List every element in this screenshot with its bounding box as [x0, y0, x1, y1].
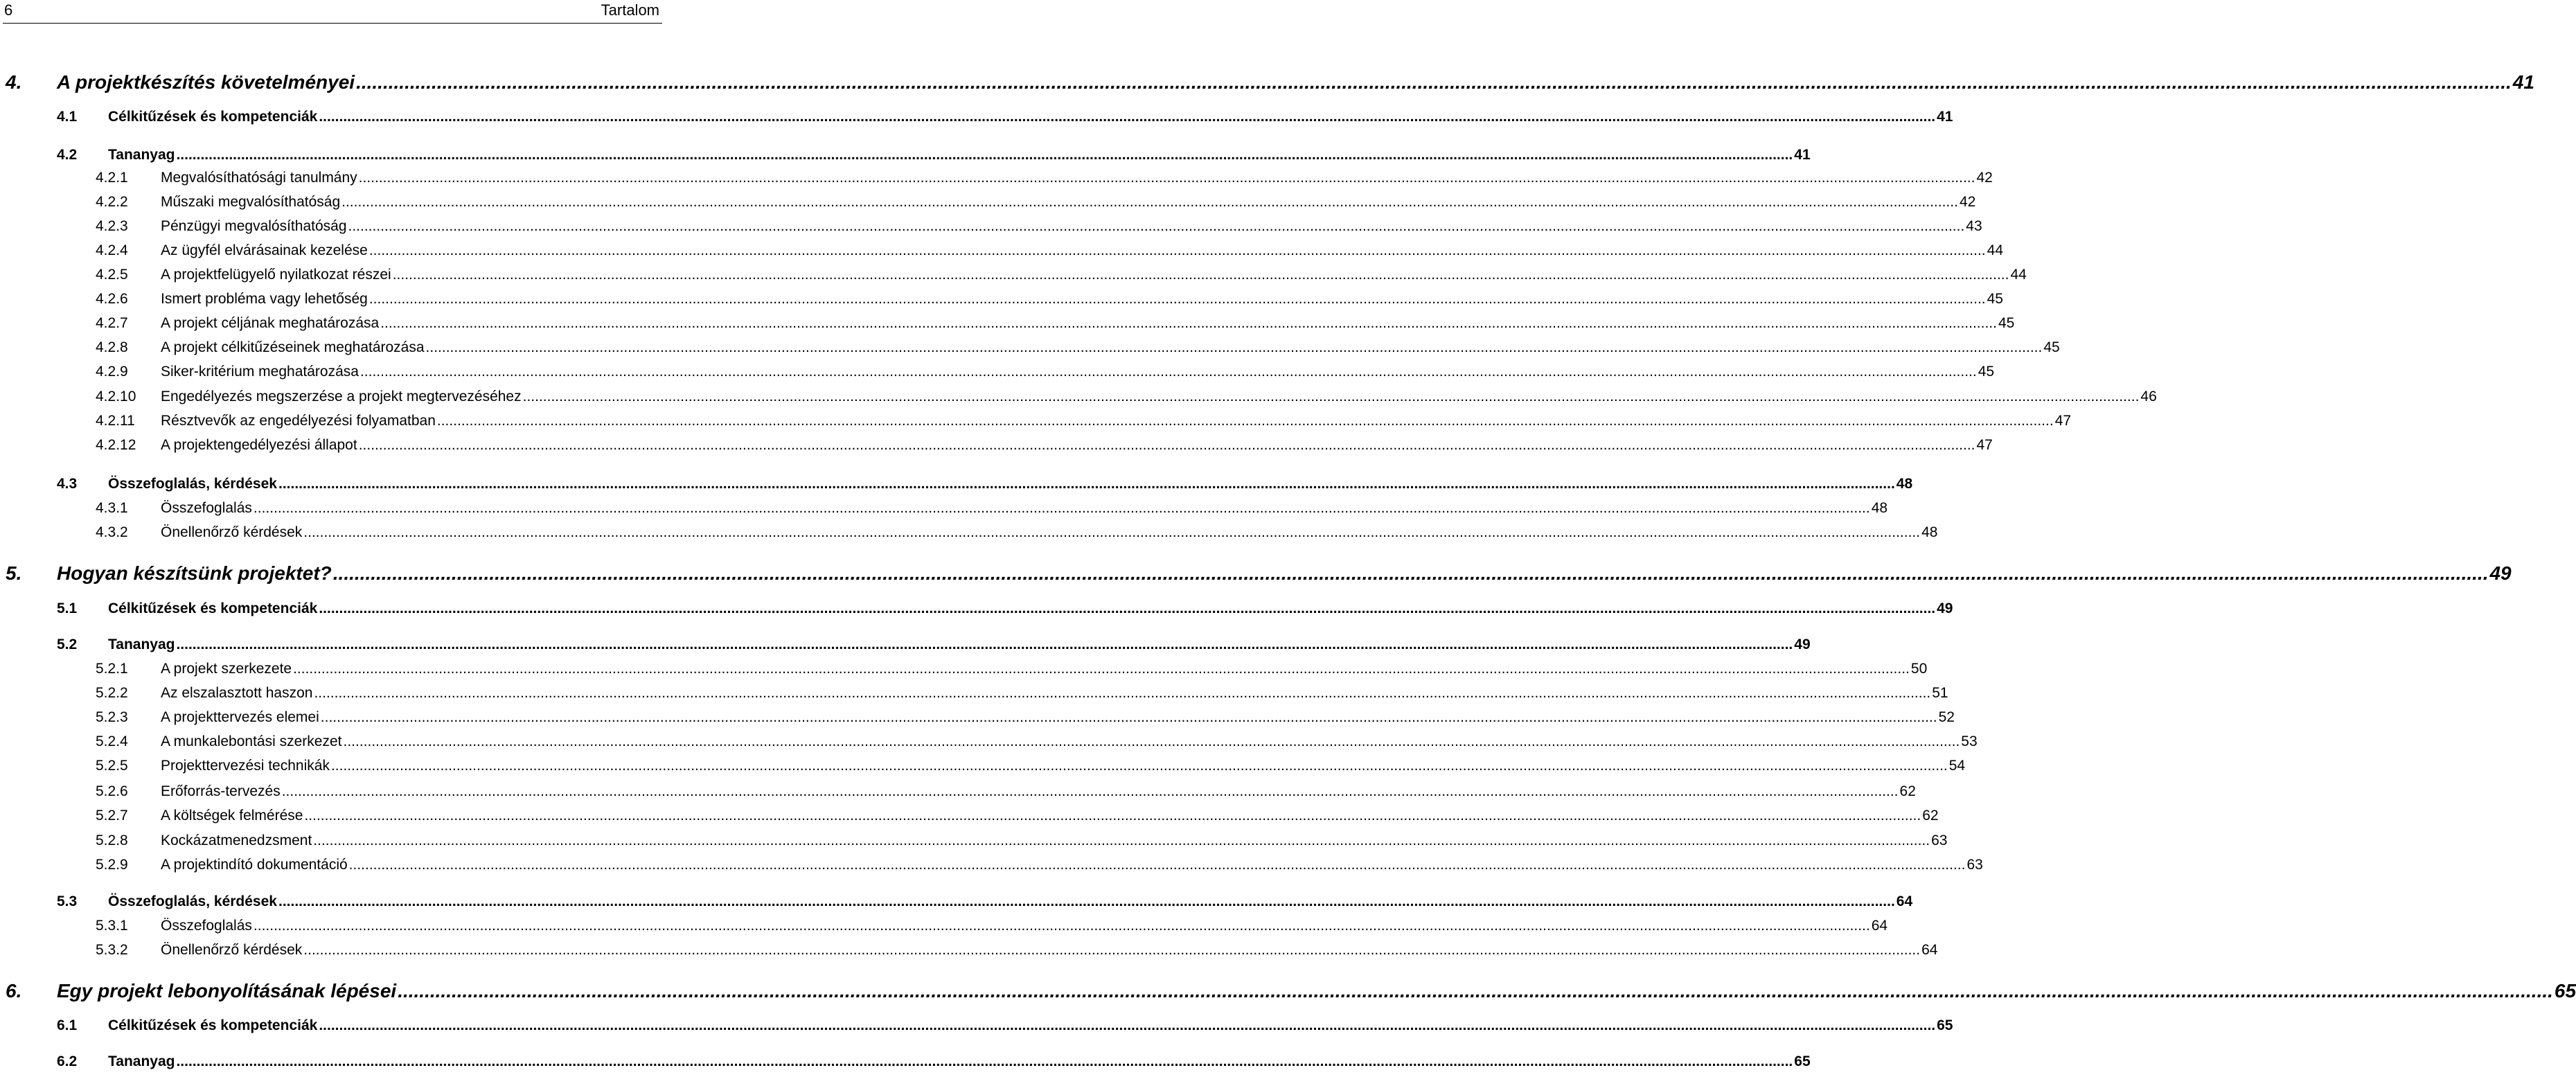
toc-entry-number: 4.2.10: [96, 389, 136, 404]
toc-entry-title: Erőforrás-tervezés: [161, 783, 281, 799]
toc-entry-number: 5.2.7: [96, 808, 128, 824]
toc-entry-number: 4.1: [57, 109, 78, 125]
toc-entry-title: Megvalósíthatósági tanulmány: [161, 170, 357, 186]
toc-entry[interactable]: [96, 437, 1993, 456]
toc-entry[interactable]: [6, 71, 2534, 96]
toc-leader-dots: ................................................................................................................................................................................................................................................................................................................................................................................................................: [358, 437, 1975, 453]
toc-entry-title: Tananyag: [108, 147, 175, 163]
page-header: [0, 0, 665, 24]
toc-entry-page: 50: [1910, 661, 1928, 677]
toc-entry-number: 5.1: [57, 600, 78, 616]
toc-entry-page: 49: [1794, 637, 1811, 652]
toc-entry-title: Az ügyfél elvárásainak kezelése: [161, 242, 368, 258]
toc-entry[interactable]: [57, 637, 1811, 656]
toc-entry-title: Hogyan készítsünk projektet?: [57, 562, 332, 584]
toc-entry[interactable]: [57, 147, 1811, 166]
toc-entry-page: 65: [1937, 1017, 1953, 1033]
toc-leader-dots: ................................................................................................................................................................................................................................................................................................................................................................................................................: [320, 709, 1937, 725]
toc-entry-title: Tananyag: [108, 637, 175, 652]
toc-entry-page: 49: [2489, 562, 2512, 584]
toc-entry-page: 63: [1966, 857, 1983, 873]
toc-entry-title: Kockázatmenedzsment: [161, 833, 312, 848]
toc-entry[interactable]: [96, 500, 1888, 519]
toc-entry-title: Projekttervezési technikák: [161, 758, 330, 774]
toc-entry-title: A projekt szerkezete: [161, 661, 292, 677]
toc-leader-dots: ................................................................................................................................................................................................................................................................................................................................................................................................................: [368, 242, 1986, 258]
toc-leader-dots: ................................................................................................................................................................................................................................................................................................................................................................................................................: [356, 71, 2512, 93]
toc-entry[interactable]: [96, 524, 1938, 544]
toc-entry-number: 5.2.5: [96, 758, 128, 774]
toc-leader-dots: ................................................................................................................................................................................................................................................................................................................................................................................................................: [304, 808, 1921, 824]
toc-leader-dots: ................................................................................................................................................................................................................................................................................................................................................................................................................: [319, 600, 1936, 616]
toc-leader-dots: ................................................................................................................................................................................................................................................................................................................................................................................................................: [358, 170, 1975, 186]
toc-entry[interactable]: [96, 413, 2072, 432]
toc-entry-page: 64: [1921, 942, 1938, 958]
toc-leader-dots: ................................................................................................................................................................................................................................................................................................................................................................................................................: [341, 194, 1958, 210]
toc-entry-page: 62: [1899, 783, 1916, 799]
toc-entry[interactable]: [96, 857, 1983, 876]
toc-entry-title: Siker-kritérium meghatározása: [161, 364, 359, 380]
toc-leader-dots: ................................................................................................................................................................................................................................................................................................................................................................................................................: [359, 364, 1977, 380]
toc-leader-dots: ................................................................................................................................................................................................................................................................................................................................................................................................................: [278, 476, 1895, 492]
toc-leader-dots: ................................................................................................................................................................................................................................................................................................................................................................................................................: [303, 524, 1921, 540]
toc-entry[interactable]: [57, 476, 1913, 495]
toc-leader-dots: ................................................................................................................................................................................................................................................................................................................................................................................................................: [398, 980, 2553, 1002]
toc-leader-dots: ................................................................................................................................................................................................................................................................................................................................................................................................................: [348, 857, 1966, 873]
toc-entry-number: 4.2.3: [96, 218, 128, 234]
toc-entry-number: 5.: [6, 562, 22, 584]
toc-entry-page: 45: [2043, 339, 2060, 355]
toc-entry-title: Önellenőrző kérdések: [161, 524, 303, 540]
toc-entry[interactable]: [57, 600, 1953, 620]
toc-leader-dots: ................................................................................................................................................................................................................................................................................................................................................................................................................: [380, 315, 1997, 331]
toc-entry[interactable]: [96, 783, 1916, 803]
toc-leader-dots: ................................................................................................................................................................................................................................................................................................................................................................................................................: [425, 339, 2043, 355]
toc-entry-title: Összefoglalás: [161, 918, 252, 934]
toc-leader-dots: ................................................................................................................................................................................................................................................................................................................................................................................................................: [253, 500, 1870, 516]
toc-entry[interactable]: [57, 1053, 1811, 1073]
toc-entry[interactable]: [96, 918, 1888, 937]
toc-entry[interactable]: [6, 980, 2576, 1005]
toc-entry-page: 42: [1959, 194, 1976, 210]
toc-entry-title: Ismert probléma vagy lehetőség: [161, 291, 368, 307]
running-title: Tartalom: [601, 1, 659, 19]
toc-entry-number: 4.2.12: [96, 437, 136, 453]
toc-entry-number: 5.2: [57, 637, 78, 652]
toc-entry-title: Összefoglalás: [161, 500, 252, 516]
toc-entry-page: 52: [1938, 709, 1955, 725]
toc-leader-dots: ................................................................................................................................................................................................................................................................................................................................................................................................................: [281, 783, 1899, 799]
toc-entry-title: Engedélyezés megszerzése a projekt megtervezéséhez: [161, 389, 522, 404]
toc-entry[interactable]: [57, 893, 1913, 913]
toc-entry[interactable]: [96, 661, 1928, 680]
toc-entry-page: 41: [2512, 71, 2534, 93]
toc-entry-number: 4.2.9: [96, 364, 128, 380]
toc-leader-dots: ................................................................................................................................................................................................................................................................................................................................................................................................................: [176, 637, 1793, 652]
toc-entry-number: 5.2.6: [96, 783, 128, 799]
toc-entry[interactable]: [96, 339, 2060, 359]
toc-entry-page: 47: [1976, 437, 1993, 453]
toc-entry-title: A projekttervezés elemei: [161, 709, 319, 725]
toc-leader-dots: ................................................................................................................................................................................................................................................................................................................................................................................................................: [332, 562, 2489, 584]
toc-leader-dots: ................................................................................................................................................................................................................................................................................................................................................................................................................: [348, 218, 1965, 234]
toc-entry-number: 5.3.1: [96, 918, 128, 934]
toc-entry[interactable]: [57, 109, 1953, 128]
toc-entry[interactable]: [96, 170, 1993, 189]
toc-entry-page: 48: [1921, 524, 1938, 540]
toc-entry-title: A projekt céljának meghatározása: [161, 315, 380, 331]
toc-entry-page: 46: [2140, 389, 2157, 404]
toc-leader-dots: ................................................................................................................................................................................................................................................................................................................................................................................................................: [314, 685, 1931, 701]
toc-entry-page: 62: [1922, 808, 1939, 824]
toc-entry-title: Összefoglalás, kérdések: [108, 476, 277, 492]
toc-entry-title: Az elszalasztott haszon: [161, 685, 313, 701]
toc-entry-number: 4.2.4: [96, 242, 128, 258]
toc-leader-dots: ................................................................................................................................................................................................................................................................................................................................................................................................................: [303, 942, 1921, 958]
toc-entry-number: 6.2: [57, 1053, 78, 1069]
toc-entry[interactable]: [96, 364, 1995, 383]
toc-entry-number: 4.2.1: [96, 170, 128, 186]
toc-entry-page: 63: [1931, 833, 1948, 848]
toc-entry-number: 6.: [6, 980, 22, 1002]
toc-entry-title: Pénzügyi megvalósíthatóság: [161, 218, 347, 234]
toc-leader-dots: ................................................................................................................................................................................................................................................................................................................................................................................................................: [319, 1017, 1936, 1033]
toc-leader-dots: ................................................................................................................................................................................................................................................................................................................................................................................................................: [368, 291, 1986, 307]
toc-entry-page: 45: [1978, 364, 1995, 380]
toc-entry[interactable]: [96, 833, 1948, 852]
toc-entry-number: 4.3: [57, 476, 78, 492]
toc-entry-number: 5.2.3: [96, 709, 128, 725]
toc-entry-number: 4.2.2: [96, 194, 128, 210]
toc-entry-page: 64: [1871, 918, 1888, 934]
toc-entry-number: 4.2.5: [96, 267, 128, 283]
toc-leader-dots: ................................................................................................................................................................................................................................................................................................................................................................................................................: [330, 758, 1948, 774]
toc-leader-dots: ................................................................................................................................................................................................................................................................................................................................................................................................................: [319, 109, 1936, 125]
toc-entry-page: 45: [1998, 315, 2015, 331]
toc-entry-title: A projektfelügyelő nyilatkozat részei: [161, 267, 391, 283]
toc-entry[interactable]: [96, 291, 2003, 310]
toc-entry-page: 48: [1896, 476, 1913, 492]
toc-entry-number: 5.2.9: [96, 857, 128, 873]
toc-entry[interactable]: [96, 218, 1982, 238]
toc-entry-number: 4.2.11: [96, 413, 135, 429]
toc-entry-title: A projektengedélyezési állapot: [161, 437, 357, 453]
toc-leader-dots: ................................................................................................................................................................................................................................................................................................................................................................................................................: [343, 733, 1960, 749]
toc-entry-page: 47: [2054, 413, 2072, 429]
header-rule: [3, 23, 662, 24]
toc-entry[interactable]: [96, 733, 1978, 753]
toc-leader-dots: ................................................................................................................................................................................................................................................................................................................................................................................................................: [293, 661, 1910, 677]
toc-entry-page: 41: [1937, 109, 1953, 125]
toc-entry[interactable]: [96, 808, 1939, 827]
toc-entry-page: 51: [1932, 685, 1948, 701]
toc-entry[interactable]: [96, 315, 2015, 335]
toc-leader-dots: ................................................................................................................................................................................................................................................................................................................................................................................................................: [176, 147, 1793, 163]
toc-entry-page: 43: [1966, 218, 1982, 234]
toc-entry-number: 4.2.8: [96, 339, 128, 355]
toc-entry-number: 5.3.2: [96, 942, 128, 958]
toc-entry-title: A projektindító dokumentáció: [161, 857, 348, 873]
toc-entry[interactable]: [57, 1017, 1953, 1037]
toc-entry-number: 5.2.1: [96, 661, 128, 677]
toc-leader-dots: ................................................................................................................................................................................................................................................................................................................................................................................................................: [436, 413, 2054, 429]
toc-entry-number: 6.1: [57, 1017, 78, 1033]
toc-entry-title: A projektkészítés követelményei: [57, 71, 355, 93]
toc-entry-title: A projekt célkitűzéseinek meghatározása: [161, 339, 425, 355]
toc-entry-number: 4.: [6, 71, 22, 93]
toc-entry-number: 4.2.7: [96, 315, 128, 331]
toc-entry[interactable]: [96, 942, 1938, 961]
toc-entry[interactable]: [96, 242, 2003, 262]
toc-entry[interactable]: [96, 685, 1948, 704]
toc-entry-title: Tananyag: [108, 1053, 175, 1069]
toc-entry-page: 64: [1896, 893, 1913, 909]
toc-entry-page: 44: [1987, 242, 2003, 258]
toc-entry-title: Célkitűzések és kompetenciák: [108, 600, 318, 616]
toc-entry[interactable]: [96, 709, 1955, 729]
toc-entry-page: 42: [1976, 170, 1993, 186]
toc-entry[interactable]: [96, 267, 2027, 286]
toc-entry[interactable]: [6, 562, 2512, 587]
toc-entry-title: Résztvevők az engedélyezési folyamatban: [161, 413, 436, 429]
toc-entry-title: Összefoglalás, kérdések: [108, 893, 277, 909]
toc-entry-number: 5.2.4: [96, 733, 128, 749]
toc-entry[interactable]: [96, 194, 1976, 213]
toc-entry-title: A munkalebontási szerkezet: [161, 733, 342, 749]
toc-leader-dots: ................................................................................................................................................................................................................................................................................................................................................................................................................: [392, 267, 2009, 283]
toc-entry-page: 54: [1948, 758, 1966, 774]
toc-leader-dots: ................................................................................................................................................................................................................................................................................................................................................................................................................: [278, 893, 1895, 909]
toc-entry-page: 65: [1794, 1053, 1811, 1069]
toc-entry-number: 4.2: [57, 147, 78, 163]
toc-entry-title: Célkitűzések és kompetenciák: [108, 109, 318, 125]
toc-entry[interactable]: [96, 389, 2157, 408]
toc-entry-page: 53: [1961, 733, 1978, 749]
toc-entry[interactable]: [96, 758, 1966, 777]
toc-entry-number: 4.3.2: [96, 524, 128, 540]
toc-entry-page: 49: [1937, 600, 1953, 616]
toc-leader-dots: ................................................................................................................................................................................................................................................................................................................................................................................................................: [253, 918, 1870, 934]
toc-entry-title: Önellenőrző kérdések: [161, 942, 303, 958]
toc-entry-number: 4.3.1: [96, 500, 128, 516]
toc-entry-title: Egy projekt lebonyolításának lépései: [57, 980, 397, 1002]
toc-leader-dots: ................................................................................................................................................................................................................................................................................................................................................................................................................: [313, 833, 1930, 848]
toc-leader-dots: ................................................................................................................................................................................................................................................................................................................................................................................................................: [522, 389, 2140, 404]
toc-entry-number: 5.2.2: [96, 685, 128, 701]
toc-entry-page: 45: [1987, 291, 2003, 307]
toc-leader-dots: ................................................................................................................................................................................................................................................................................................................................................................................................................: [176, 1053, 1793, 1069]
toc-entry-title: Célkitűzések és kompetenciák: [108, 1017, 318, 1033]
toc-entry-number: 5.3: [57, 893, 78, 909]
toc-entry-title: A költségek felmérése: [161, 808, 303, 824]
toc-entry-number: 4.2.6: [96, 291, 128, 307]
toc-entry-number: 5.2.8: [96, 833, 128, 848]
toc-entry-page: 41: [1794, 147, 1811, 163]
page-number: 6: [4, 1, 13, 19]
toc-entry-title: Műszaki megvalósíthatóság: [161, 194, 341, 210]
toc-entry-page: 48: [1871, 500, 1888, 516]
toc-entry-page: 44: [2010, 267, 2027, 283]
toc-entry-page: 65: [2554, 980, 2576, 1002]
